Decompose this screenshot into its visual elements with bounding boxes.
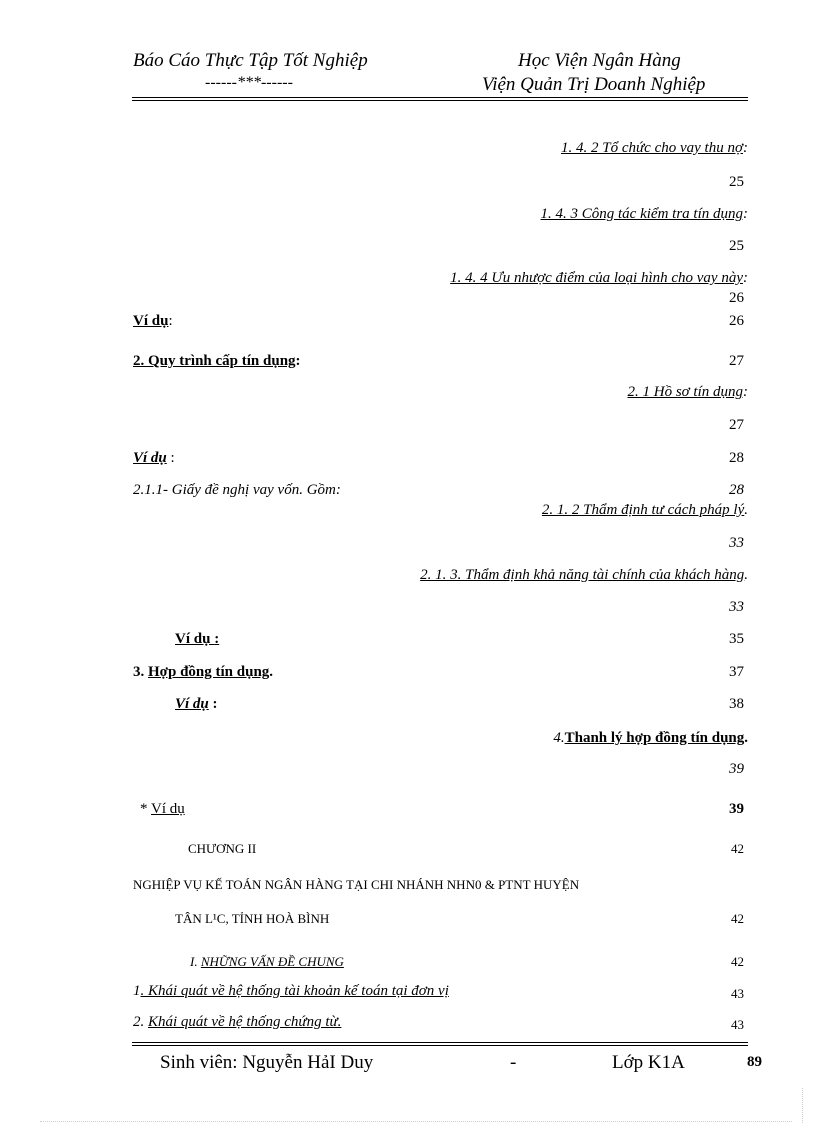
toc-entry: 1. 4. 3 Công tác kiểm tra tín dụng: [540,206,748,222]
toc-entry: 2.1.1- Giấy đề nghị vay vốn. Gồm: [133,482,341,498]
toc-entry: 2. 1. 2 Thẩm định tư cách pháp lý. [541,502,748,518]
header-right-title: Học Viện Ngân Hàng [518,50,681,71]
toc-entry: Ví dụ : [133,450,175,466]
header-rule [132,97,748,98]
chapter-heading-line1: NGHIỆP VỤ KẾ TOÁN NGÂN HÀNG TẠI CHI NHÁNH NHN0 & PTNT HUYỆN [133,877,580,892]
toc-page-number: 43 [731,986,744,1001]
toc-entry: 1. 4. 4 Ưu nhược điểm của loại hình cho vay này: [450,270,748,286]
toc-page-number: 33 [729,599,744,615]
toc-page-number: 33 [729,535,744,551]
toc-page-number: 25 [729,174,744,190]
toc-page-number: 39 [729,761,744,777]
toc-entry: Ví dụ : [175,696,218,712]
toc-entry: 1. 4. 2 Tổ chức cho vay thu nợ: [561,140,748,156]
header-rule-2 [132,100,748,101]
footer-dash: - [510,1052,517,1073]
toc-entry: I. NHỮNG VẤN ĐỀ CHUNG [190,954,344,969]
toc-page-number: 38 [729,696,744,712]
toc-page-number: 27 [729,417,744,433]
footer-class: Lớp K1A [612,1052,685,1073]
toc-page-number: 42 [731,911,744,926]
chapter-heading-line2: TÂN L¹C, TỈNH HOÀ BÌNH [175,911,330,926]
chapter-title: CHƯƠNG II [188,841,257,856]
toc-entry: 1. Khái quát về hệ thống tài khoản kế toán tại đơn vị [133,983,449,999]
toc-page-number: 26 [729,290,744,306]
toc-entry: 2. 1. 3. Thẩm định khả năng tài chính của khách hàng. [420,567,748,583]
page-edge-line [802,1088,803,1123]
toc-page-number: 42 [731,841,744,856]
toc-entry: 4.Thanh lý hợp đồng tín dụng. [553,730,748,746]
toc-page-number: 35 [729,631,744,647]
toc-entry: 2. Khái quát về hệ thống chứng từ. [133,1014,342,1030]
toc-page-number: 28 [729,450,744,466]
toc-entry: 2. 1 Hồ sơ tín dụng: [627,384,748,400]
footer-rule-2 [132,1045,748,1046]
toc-page-number: 28 [729,482,744,498]
toc-page-number: 43 [731,1017,744,1032]
footer-rule [132,1042,748,1043]
footer-page-number: 89 [747,1054,762,1070]
page-edge-dots [40,1121,792,1122]
toc-entry: Ví dụ : [175,631,220,647]
toc-page-number: 42 [731,954,744,969]
toc-entry: Ví dụ: [133,313,173,329]
toc-entry: 2. Quy trình cấp tín dụng: [133,353,301,369]
header-right-subtitle: Viện Quản Trị Doanh Nghiệp [482,74,706,95]
toc-page-number: 26 [729,313,744,329]
toc-page-number: 39 [729,801,744,817]
toc-page-number: 27 [729,353,744,369]
toc-page-number: 37 [729,664,744,680]
toc-page-number: 25 [729,238,744,254]
header-left-subtitle: ------***------ [205,74,293,91]
footer-student: Sinh viên: Nguyễn HảI Duy [160,1052,374,1073]
toc-entry: 3. Hợp đồng tín dụng. [133,664,274,680]
header-left-title: Báo Cáo Thực Tập Tốt Nghiệp [133,50,368,71]
toc-entry: * Ví dụ [140,801,185,817]
